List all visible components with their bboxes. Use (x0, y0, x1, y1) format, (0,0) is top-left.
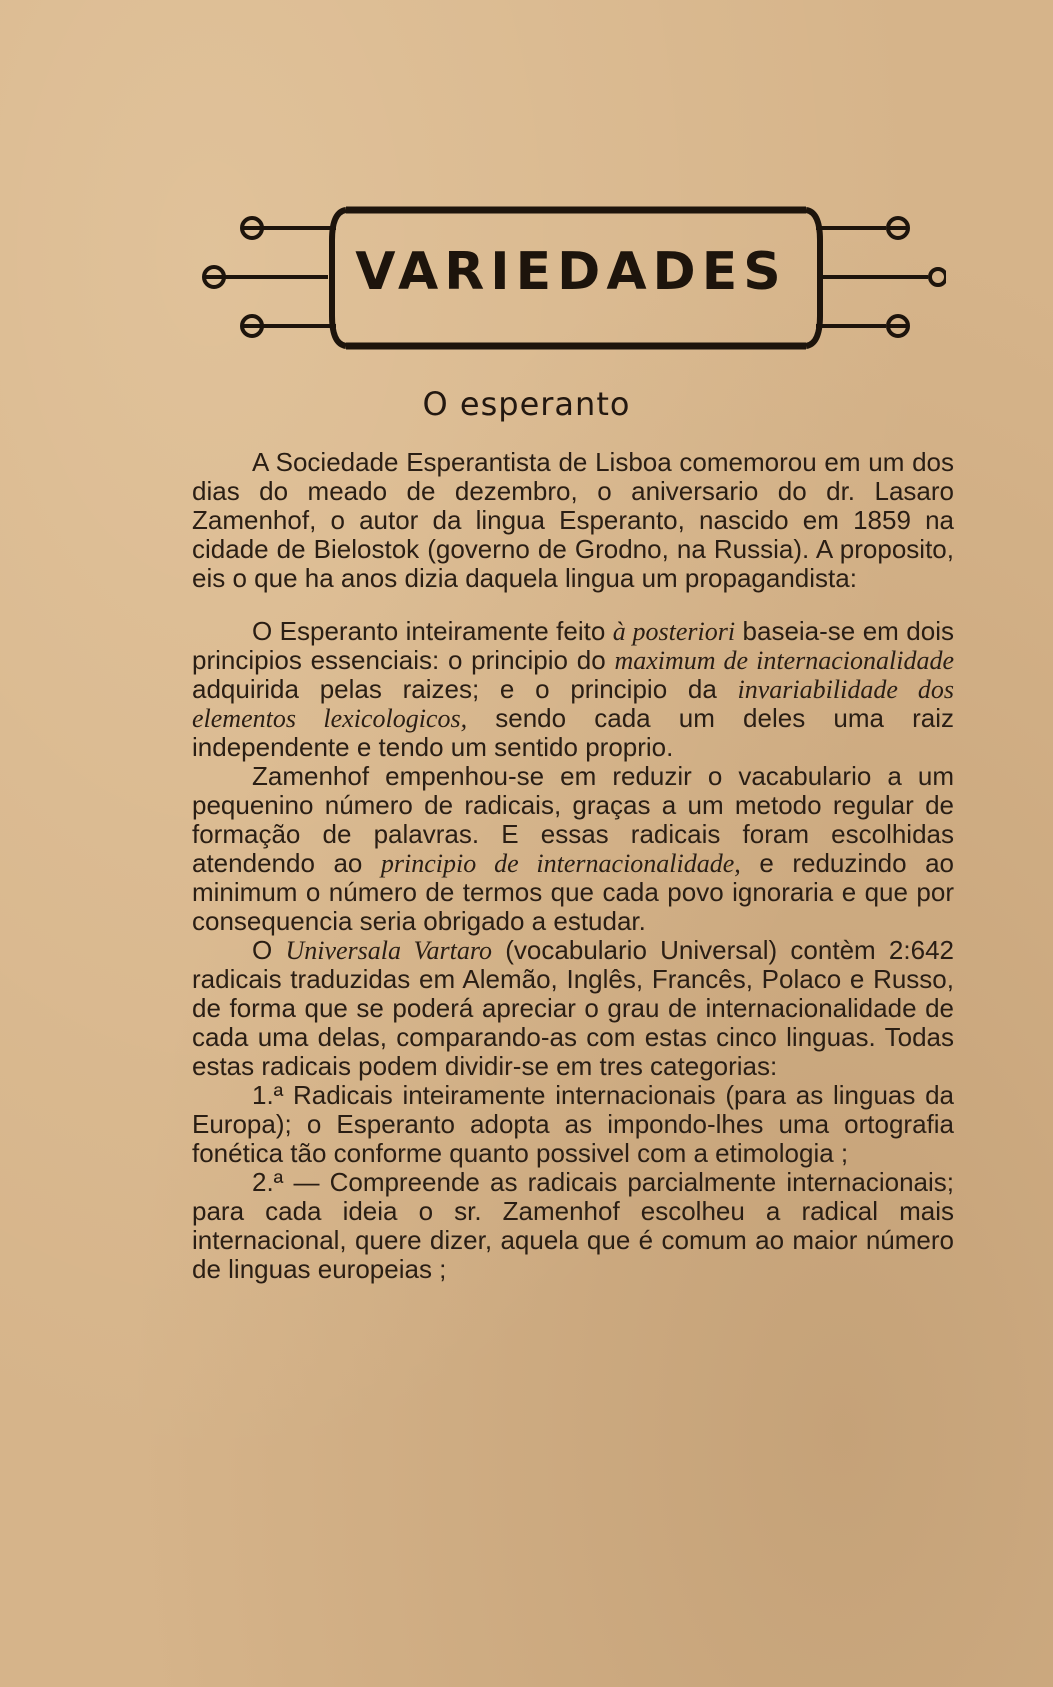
section-title: VARIEDADES (355, 242, 787, 302)
italic-term: principio de internacionalidade, (380, 849, 741, 878)
paragraph-principles (192, 617, 954, 762)
italic-term: Universala Vartaro (285, 936, 493, 965)
text-run: e reduzindo ao minimum o número de termos que cada povo ignoraria e que por consequencia seria obrigado a estudar. (192, 848, 954, 936)
text-run: O Esperanto inteiramente feito (252, 616, 613, 646)
paragraph-category-2: 2.ª — Compreende as radicais parcialmente internacionais; para cada ideia o sr. Zamenhof escolheu a radical mais internacional, quere dizer, aquela que é comum ao maior número de linguas europeias ; (192, 1167, 954, 1284)
text-run: O (252, 935, 286, 965)
article-body (192, 448, 954, 1284)
section-header-ornament (196, 200, 946, 360)
paragraph-vocabulary (192, 762, 954, 936)
article-title: O esperanto (422, 385, 631, 423)
text-run: Zamenhof empenhou-se em reduzir o vacabulario a um pequenino número de radicais, graças a um metodo regular de formação de palavras. E essas radicais foram escolhidas atendendo ao (192, 761, 954, 878)
paragraph-intro: A Sociedade Esperantista de Lisboa comemorou em um dos dias do meado de dezembro, o aniversario do dr. Lasaro Zamenhof, o autor da lingua Esperanto, nascido em 1859 na cidade de Bielostok (governo de Grodno, na Russia). A proposito, eis o que ha anos dizia daquela lingua um propagandista: (192, 447, 954, 593)
italic-term: invariabilidade dos elementos lexicologicos, (192, 675, 954, 733)
italic-term: maximum de internacionalidade (614, 646, 954, 675)
text-run: sendo cada um deles uma raiz independente e tendo um sentido proprio. (192, 703, 954, 762)
text-run: (vocabulario Universal) contèm 2:642 radicais traduzidas em Alemão, Inglês, Francês, Polaco e Russo, de forma que se poderá apreciar o grau de internacionalidade de cada uma delas, comparando-as com estas cinco linguas. Todas estas radicais podem dividir-se em tres categorias: (192, 935, 954, 1081)
paragraph-category-1: 1.ª Radicais inteiramente internacionais (para as linguas da Europa); o Esperanto adopta as impondo-lhes uma ortografia fonética tão conforme quanto possivel com a etimologia ; (192, 1080, 954, 1168)
italic-term: à posteriori (612, 617, 736, 646)
text-run: adquirida pelas raizes; e o principio da (192, 674, 738, 704)
paragraph-universala-vartaro (192, 936, 954, 1081)
text-run: baseia-se em dois principios essenciais: o principio do (192, 616, 954, 675)
